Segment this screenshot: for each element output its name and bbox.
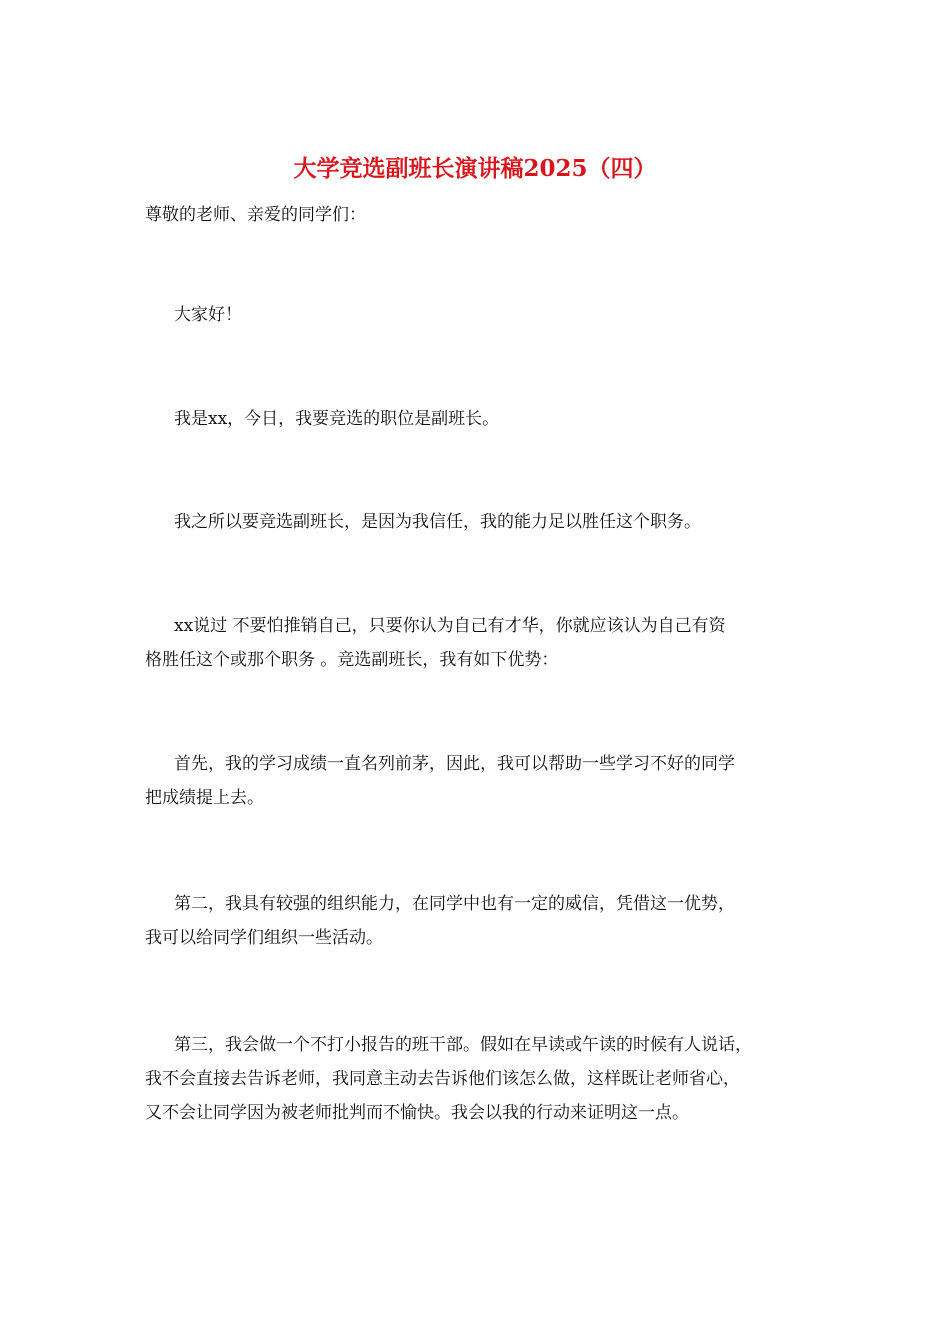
paragraph-line: 又不会让同学因为被老师批判而不愉快。我会以我的行动来证明这一点。: [145, 1103, 689, 1123]
paragraph-line: 格胜任这个或那个职务 。竞选副班长，我有如下优势：: [145, 650, 559, 670]
paragraph-line: 第二，我具有较强的组织能力，在同学中也有一定的威信，凭借这一优势，: [174, 894, 735, 914]
paragraph-5: [145, 747, 813, 815]
paragraph-line: 把成绩提上去。: [145, 788, 264, 808]
paragraph-1: [145, 298, 813, 332]
paragraph-line: 我是xx，今日，我要竞选的职位是副班长。: [174, 409, 500, 429]
paragraph-line: 我可以给同学们组织一些活动。: [145, 928, 383, 948]
paragraph-line: 第三，我会做一个不打小报告的班干部。假如在早读或午读的时候有人说话，: [174, 1035, 752, 1055]
paragraph-4: [145, 609, 813, 677]
paragraph-line: xx说过 不要怕推销自己，只要你认为自己有才华，你就应该认为自己有资: [174, 616, 726, 636]
paragraph-6: [145, 887, 813, 955]
paragraph-line: 首先，我的学习成绩一直名列前茅，因此，我可以帮助一些学习不好的同学: [174, 754, 735, 774]
greeting: [145, 198, 813, 232]
paragraph-7: [145, 1028, 813, 1130]
document-title: 大学竞选副班长演讲稿2025（四）: [293, 155, 657, 182]
paragraph-2: [145, 402, 813, 436]
paragraph-line: 大家好！: [174, 305, 242, 325]
paragraph-line: 我不会直接去告诉老师，我同意主动去告诉他们该怎么做，这样既让老师省心，: [145, 1069, 740, 1089]
paragraph-3: [145, 505, 813, 539]
paragraph-line: 我之所以要竞选副班长，是因为我信任，我的能力足以胜任这个职务。: [174, 512, 701, 532]
greeting-line: 尊敬的老师、亲爱的同学们：: [145, 205, 366, 225]
